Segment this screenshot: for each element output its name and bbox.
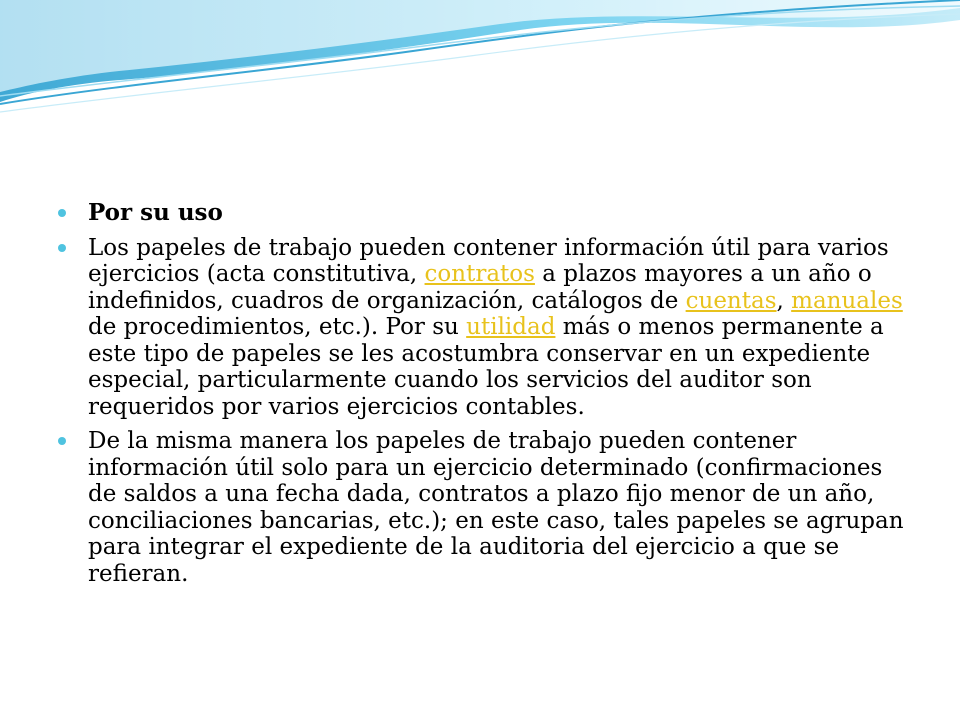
bullet-paragraph-2 bbox=[58, 428, 908, 587]
bullet-dot-icon bbox=[58, 209, 66, 217]
paragraph-text: De la misma manera los papeles de trabajo pueden contener información útil solo para un ejercicio determinado (confirmaciones de saldos a una fecha dada, contratos a plazo fijo menor de un año, conciliaciones bancarias, etc.); en este caso, tales papeles se agrupan para integrar el expediente de la auditoria del ejercicio a que se refieran. bbox=[88, 428, 904, 587]
bullet-heading bbox=[58, 200, 908, 227]
paragraph-text: Los papeles de trabajo pueden contener información útil para varios ejercicios (acta constitutiva, bbox=[88, 234, 889, 287]
section-heading: Por su uso bbox=[88, 199, 223, 226]
link-contratos[interactable]: contratos bbox=[424, 261, 535, 287]
link-cuentas[interactable]: cuentas bbox=[685, 287, 777, 314]
link-manuales[interactable]: manuales bbox=[791, 287, 903, 314]
paragraph-text: de procedimientos, etc.). Por su bbox=[88, 314, 467, 340]
paragraph-text: , bbox=[776, 287, 792, 314]
decorative-wave-header bbox=[0, 0, 960, 140]
paragraph-text: más o menos permanente a este tipo de papeles se les acostumbra conservar en un expediente especial, particularmente cuando los servicios del auditor son requeridos por varios ejercicios contables. bbox=[88, 314, 884, 420]
bullet-list bbox=[58, 200, 908, 595]
bullet-dot-icon bbox=[58, 244, 66, 252]
bullet-paragraph-1 bbox=[58, 235, 908, 421]
link-utilidad[interactable]: utilidad bbox=[466, 314, 556, 340]
paragraph-text: a plazos mayores a un año o indefinidos, cuadros de organización, catálogos de bbox=[88, 261, 872, 314]
bullet-dot-icon bbox=[58, 437, 66, 445]
